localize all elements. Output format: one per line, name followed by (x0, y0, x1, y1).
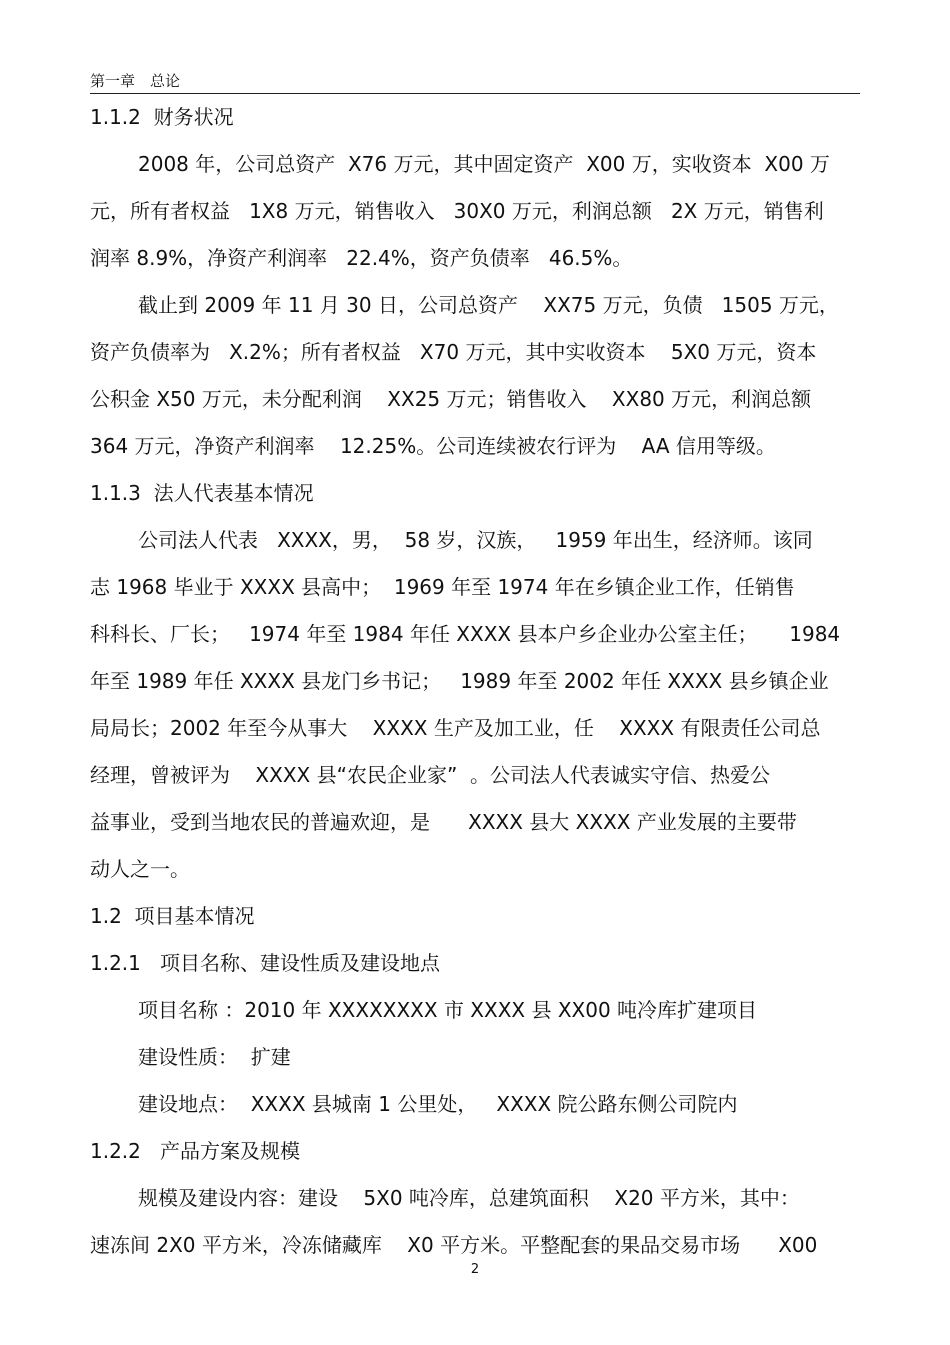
text-line: 1.2 项目基本情况 (90, 904, 255, 928)
text-line: 规模及建设内容：建设 5X0 吨冷库，总建筑面积 X20 平方米，其中： (138, 1186, 800, 1210)
text-line: 截止到 2009 年 11 月 30 日，公司总资产 XX75 万元，负债 1505 万元， (138, 293, 839, 317)
text-line: 局局长；2002 年至今从事大 XXXX 生产及加工业，任 XXXX 有限责任公司总 (90, 716, 821, 740)
text-line: 建设地点： XXXX 县城南 1 公里处， XXXX 院公路东侧公司院内 (138, 1092, 738, 1116)
text-line: 动人之一。 (90, 857, 190, 881)
document-body (90, 94, 865, 1269)
text-line: 1.1.3 法人代表基本情况 (90, 481, 314, 505)
text-line: 364 万元，净资产利润率 12.25%。公司连续被农行评为 AA 信用等级。 (90, 434, 776, 458)
text-line: 资产负债率为 X.2%；所有者权益 X70 万元，其中实收资本 5X0 万元，资本 (90, 340, 817, 364)
page-number: 2 (470, 1262, 480, 1277)
text-line: 1.2.2 产品方案及规模 (90, 1139, 300, 1163)
text-line: 公积金 X50 万元，未分配利润 XX25 万元；销售收入 XX80 万元，利润总额 (90, 387, 812, 411)
text-line: 项目名称 ：2010 年 XXXXXXXX 市 XXXX 县 XX00 吨冷库扩建项目 (138, 998, 758, 1022)
text-line: 速冻间 2X0 平方米，冷冻储藏库 X0 平方米。平整配套的果品交易市场 X00 (90, 1233, 818, 1257)
text-line: 志 1968 毕业于 XXXX 县高中； 1969 年至 1974 年在乡镇企业工作，任销售 (90, 575, 795, 599)
text-line: 科科长、厂长； 1974 年至 1984 年任 XXXX 县本户乡企业办公室主任； 1984 (90, 622, 841, 646)
text-line: 经理，曾被评为 XXXX 县“农民企业家” 。公司法人代表诚实守信、热爱公 (90, 763, 771, 787)
text-line: 元，所有者权益 1X8 万元，销售收入 30X0 万元，利润总额 2X 万元，销售利 (90, 199, 824, 223)
text-line: 润率 8.9%，净资产利润率 22.4%，资产负债率 46.5%。 (90, 246, 633, 270)
text-line: 建设性质： 扩建 (138, 1045, 291, 1069)
text-line: 1.2.1 项目名称、建设性质及建设地点 (90, 951, 440, 975)
text-line: 2008 年，公司总资产 X76 万元，其中固定资产 X00 万，实收资本 X00 万 (138, 152, 830, 176)
chapter-title: 第一章 总论 (90, 72, 181, 90)
text-line: 公司法人代表 XXXX，男， 58 岁，汉族， 1959 年出生，经济师。该同 (138, 528, 813, 552)
text-line: 年至 1989 年任 XXXX 县龙门乡书记； 1989 年至 2002 年任 XXXX 县乡镇企业 (90, 669, 829, 693)
page-footer (0, 1262, 950, 1277)
text-line: 益事业，受到当地农民的普遍欢迎，是 XXXX 县大 XXXX 产业发展的主要带 (90, 810, 797, 834)
running-header (90, 70, 860, 91)
text-line: 1.1.2 财务状况 (90, 105, 234, 129)
